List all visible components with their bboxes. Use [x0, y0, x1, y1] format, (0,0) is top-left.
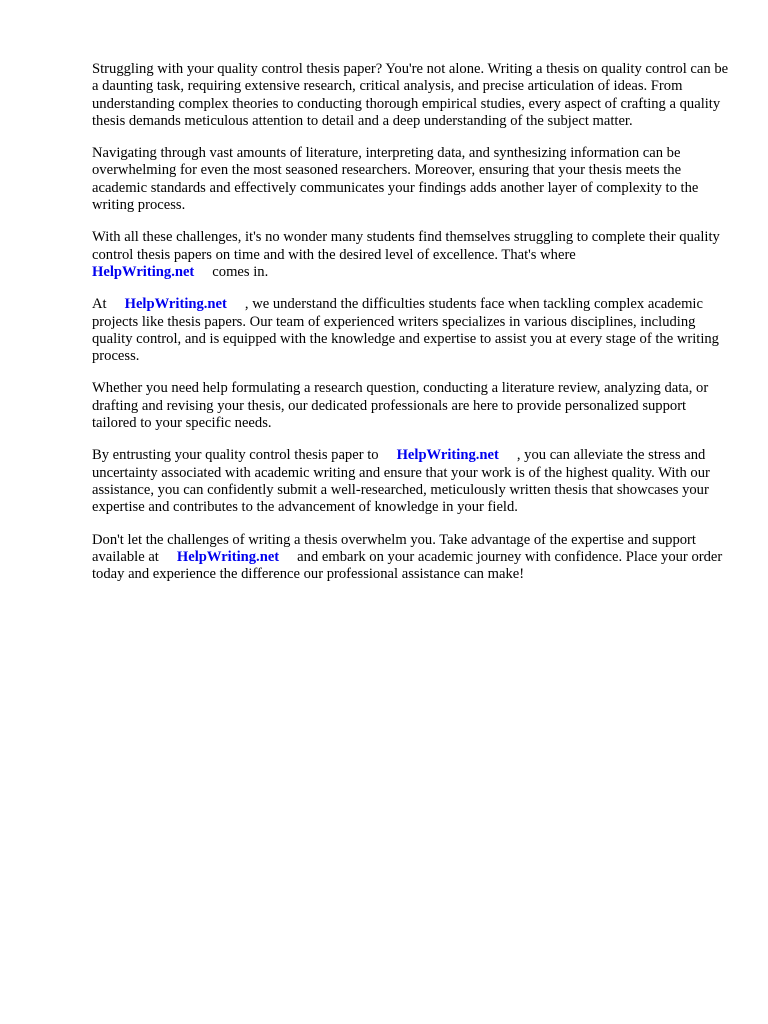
- paragraph-about-text-before: At: [92, 296, 107, 313]
- paragraph-services: [92, 380, 732, 432]
- paragraph-about-text-after: , we understand the difficulties students face when tackling complex academic projects like thesis papers. Our team of experienced writers specializes in various disciplines, including quality control, and is equipped with the knowledge and expertise to assist you at every stage of the writing process.: [92, 296, 719, 365]
- helpwriting-link-4[interactable]: HelpWriting.net: [176, 548, 280, 565]
- paragraph-struggle: [92, 229, 732, 281]
- paragraph-entrust-text-before: By entrusting your quality control thesis paper to: [92, 447, 379, 464]
- paragraph-intro: [92, 61, 732, 130]
- document-body: [92, 61, 732, 598]
- paragraph-about: [92, 296, 732, 365]
- paragraph-challenges-text: Navigating through vast amounts of literature, interpreting data, and synthesizing information can be overwhelming for even the most seasoned researchers. Moreover, ensuring that your thesis meets the academic standards and effectively communicates your findings adds another layer of complexity to the writing process.: [92, 145, 699, 214]
- paragraph-entrust: [92, 447, 732, 516]
- paragraph-services-text: Whether you need help formulating a research question, conducting a literature review, analyzing data, or drafting and revising your thesis, our dedicated professionals are here to provide personalized support tailored to your specific needs.: [92, 380, 709, 432]
- helpwriting-link-2[interactable]: HelpWriting.net: [124, 296, 227, 313]
- paragraph-cta-text-before: Don't let the challenges of writing a thesis overwhelm you. Take advantage of the expertise and support available at: [92, 531, 696, 565]
- paragraph-cta-text-after: and embark on your academic journey with confidence. Place your order today and experience the difference our professional assistance can make!: [92, 548, 723, 583]
- paragraph-call-to-action: [92, 532, 732, 584]
- paragraph-struggle-text-before: With all these challenges, it's no wonder many students find themselves struggling to complete their quality control thesis papers on time and with the desired level of excellence. That's where: [92, 229, 720, 263]
- paragraph-entrust-text-after: , you can alleviate the stress and uncertainty associated with academic writing and ensure that your work is of the highest quality. With our assistance, you can confidently submit a well-researched, meticulously written thesis that showcases your expertise and contributes to the advancement of knowledge in your field.: [92, 447, 710, 516]
- paragraph-struggle-text-after: comes in.: [212, 263, 269, 280]
- paragraph-intro-text: Struggling with your quality control thesis paper? You're not alone. Writing a thesis on quality control can be a daunting task, requiring extensive research, critical analysis, and precise articulation of ideas. From understanding complex theories to conducting thorough empirical studies, every aspect of crafting a quality thesis demands meticulous attention to detail and a deep understanding of the subject matter.: [92, 61, 729, 129]
- helpwriting-link-1[interactable]: HelpWriting.net: [92, 263, 195, 280]
- helpwriting-link-3[interactable]: HelpWriting.net: [396, 447, 499, 464]
- paragraph-challenges: [92, 145, 732, 214]
